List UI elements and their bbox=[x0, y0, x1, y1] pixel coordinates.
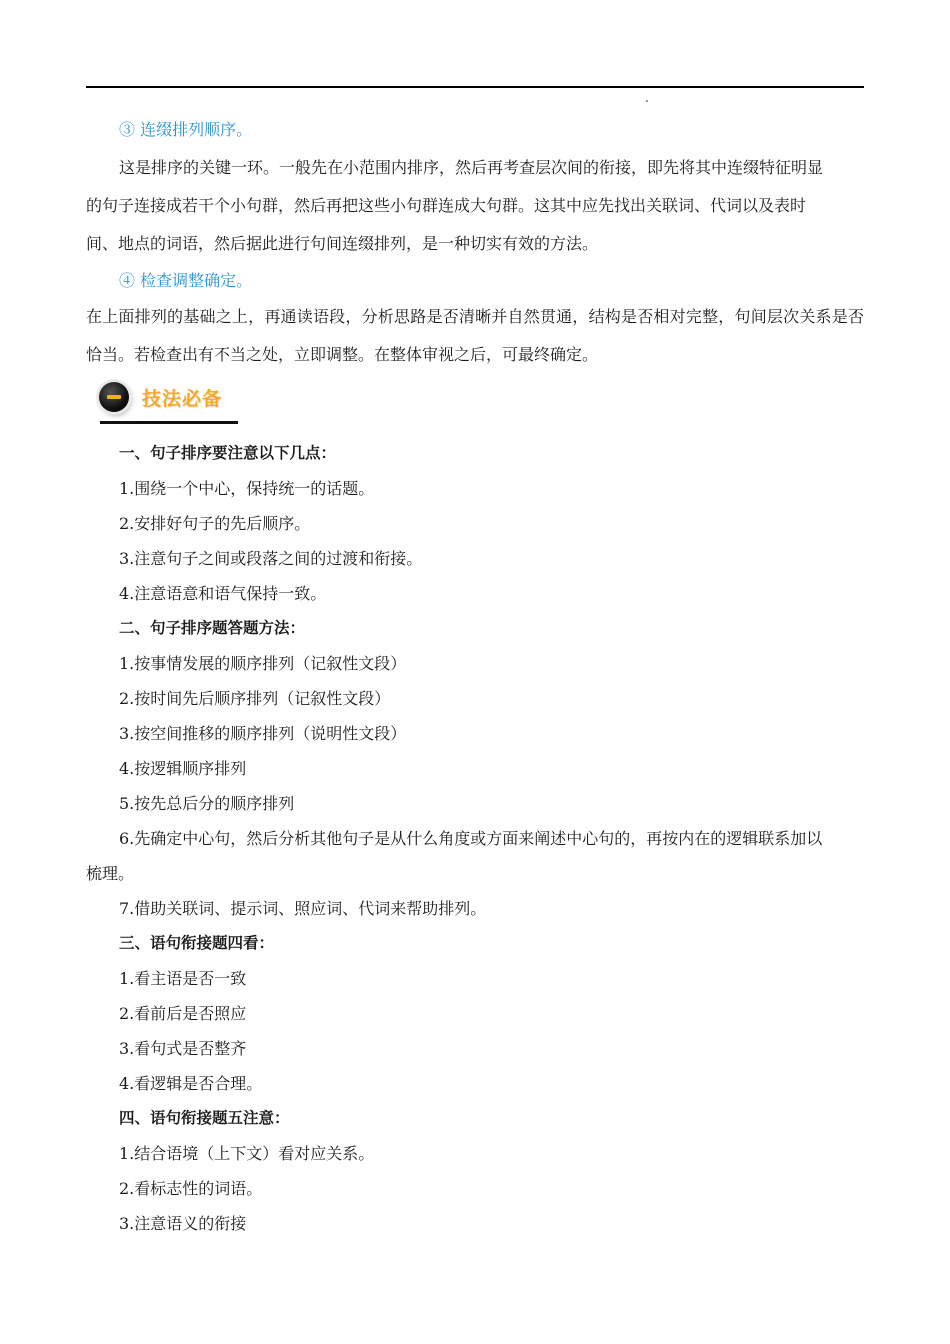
list-item: 2.按时间先后顺序排列（记叙性文段） bbox=[119, 689, 391, 708]
part1-heading: 一、句子排序要注意以下几点： bbox=[119, 444, 337, 462]
list-item: 5.按先总后分的顺序排列 bbox=[119, 794, 295, 813]
step4-heading: ④ 检查调整确定。 bbox=[119, 271, 253, 290]
list-item: 2.安排好句子的先后顺序。 bbox=[119, 514, 311, 533]
step4-paragraph: 在上面排列的基础之上，再通读语段，分析思路是否清晰并自然贯通，结构是否相对完整，句间层次关系是否恰当。若检查出有不当之处，立即调整。在整体审视之后，可最终确定。 bbox=[86, 307, 864, 364]
header-rule bbox=[86, 86, 864, 88]
section-header bbox=[86, 378, 864, 428]
list-item: 4.注意语意和语气保持一致。 bbox=[119, 584, 327, 603]
part3-heading: 三、语句衔接题四看： bbox=[119, 934, 275, 952]
step3-heading: ③ 连缀排列顺序。 bbox=[119, 120, 253, 139]
list-item: 3.按空间推移的顺序排列（说明性文段） bbox=[119, 724, 407, 743]
document-body bbox=[86, 112, 864, 1241]
list-item: 1.按事情发展的顺序排列（记叙性文段） bbox=[119, 654, 407, 673]
section-title: 技法必备 bbox=[142, 388, 223, 410]
step3-line3: 间、地点的词语，然后据此进行句间连缀排列，是一种切实有效的方法。 bbox=[86, 234, 599, 253]
list-item: 1.结合语境（上下文）看对应关系。 bbox=[119, 1144, 375, 1163]
list-item: 3.看句式是否整齐 bbox=[119, 1039, 247, 1058]
list-item: 4.按逻辑顺序排列 bbox=[119, 759, 247, 778]
list-item: 2.看前后是否照应 bbox=[119, 1004, 247, 1023]
list-item-6-line1: 6.先确定中心句，然后分析其他句子是从什么角度或方面来阐述中心句的，再按内在的逻辑联系加以 bbox=[119, 829, 823, 848]
part4-heading: 四、语句衔接题五注意： bbox=[119, 1109, 290, 1127]
list-item: 3.注意句子之间或段落之间的过渡和衔接。 bbox=[119, 549, 423, 568]
list-item: 3.注意语义的衔接 bbox=[119, 1214, 247, 1233]
list-item: 4.看逻辑是否合理。 bbox=[119, 1074, 263, 1093]
list-item: 1.围绕一个中心，保持统一的话题。 bbox=[119, 479, 375, 498]
header-dot bbox=[646, 100, 648, 102]
list-item: 7.借助关联词、提示词、照应词、代词来帮助排列。 bbox=[119, 899, 487, 918]
section-underline bbox=[100, 421, 238, 424]
section-badge-icon bbox=[99, 382, 129, 412]
step3-line1: 这是排序的关键一环。一般先在小范围内排序，然后再考查层次间的衔接，即先将其中连缀特征明显 bbox=[119, 158, 824, 177]
step3-line2: 的句子连接成若干个小句群，然后再把这些小句群连成大句群。这其中应先找出关联词、代词以及表时 bbox=[86, 196, 807, 215]
list-item-6-line2: 梳理。 bbox=[86, 864, 135, 883]
list-item: 2.看标志性的词语。 bbox=[119, 1179, 263, 1198]
list-item: 1.看主语是否一致 bbox=[119, 969, 247, 988]
part2-heading: 二、句子排序题答题方法： bbox=[119, 619, 306, 637]
